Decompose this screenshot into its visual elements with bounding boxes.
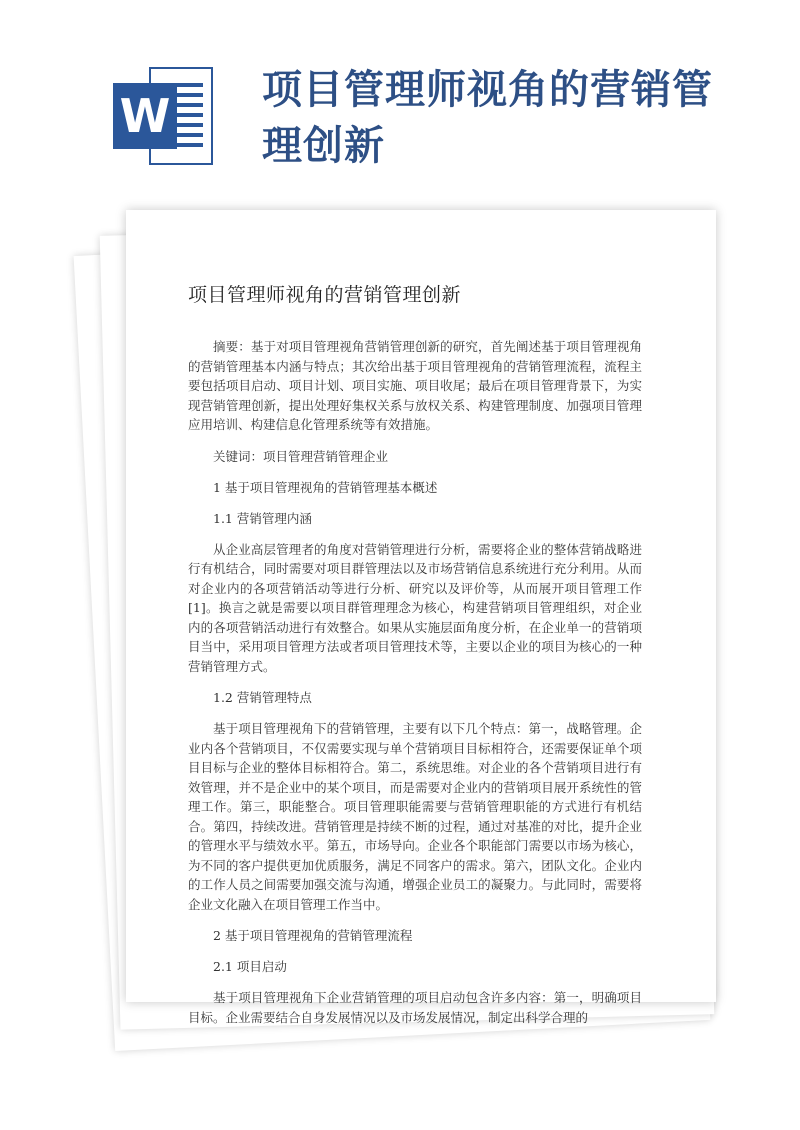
abstract-paragraph: 摘要：基于对项目管理视角营销管理创新的研究，首先阐述基于项目管理视角的营销管理基本内涵与特点；其次给出基于项目管理视角的营销管理流程，流程主要包括项目启动、项目计划、项目实施、项目收尾；最后在项目管理背景下，为实现营销管理创新，提出处理好集权关系与放权关系、构建管理制度、加强项目管理应用培训、构建信息化管理系统等有效措施。	[188, 339, 642, 432]
word-badge: W	[113, 83, 177, 149]
keywords-line: 关键词：项目管理营销管理企业	[213, 448, 389, 464]
section-1-1-body: 从企业高层管理者的角度对营销管理进行分析，需要将企业的整体营销战略进行有机结合，同时需要对项目群管理法以及市场营销信息系统进行充分利用。从而对企业内的各项营销活动等进行分析、研究以及评价等，从而展开项目管理工作[1]。换言之就是需要以项目群管理理念为核心，构建营销项目管理组织，对企业内的各项营销活动进行有效整合。如果从实施层面角度分析，在企业单一的营销项目当中，采用项目管理方法或者项目管理技术等，主要以企业的项目为核心的一种营销管理方式。	[188, 541, 642, 674]
section-1-1-heading: 1.1 营销管理内涵	[213, 510, 312, 526]
section-2-1-heading: 2.1 项目启动	[213, 959, 287, 974]
section-2-heading: 2 基于项目管理视角的营销管理流程	[213, 928, 413, 943]
document-title: 项目管理师视角的营销管理创新	[188, 284, 462, 306]
section-1-2-heading: 1.2 营销管理特点	[213, 690, 312, 705]
section-2-1-body: 基于项目管理视角下企业营销管理的项目启动包含许多内容：第一，明确项目目标。企业需要结合自身发展情况以及市场发展情况，制定出科学合理的	[188, 990, 642, 1025]
section-1-heading: 1 基于项目管理视角的营销管理基本概述	[213, 479, 438, 495]
word-document-icon	[113, 67, 213, 165]
section-1-2-body: 基于项目管理视角下的营销管理，主要有以下几个特点：第一，战略管理。企业内各个营销项目，不仅需要实现与单个营销项目目标相符合，还需要保证单个项目目标与企业的整体目标相符合。第二，系统思维。对企业的各个营销项目进行有效管理，并不是企业中的某个项目，而是需要对企业内的营销项目展开系统性的管理工作。第三，职能整合。项目管理职能需要与营销管理职能的方式进行有机结合。第四，持续改进。营销管理是持续不断的过程，通过对基准的对比，提升企业的管理水平与绩效水平。第五，市场导向。企业各个职能部门需要以市场为核心，为不同的客户提供更加优质服务，满足不同客户的需求。第六，团队文化。企业内的工作人员之间需要加强交流与沟通，增强企业员工的凝聚力。与此同时，需要将企业文化融入在项目管理工作当中。	[188, 721, 642, 912]
page-title: 项目管理师视角的营销管理创新	[262, 67, 713, 169]
document-page	[126, 210, 716, 1025]
document-content	[188, 280, 642, 1039]
